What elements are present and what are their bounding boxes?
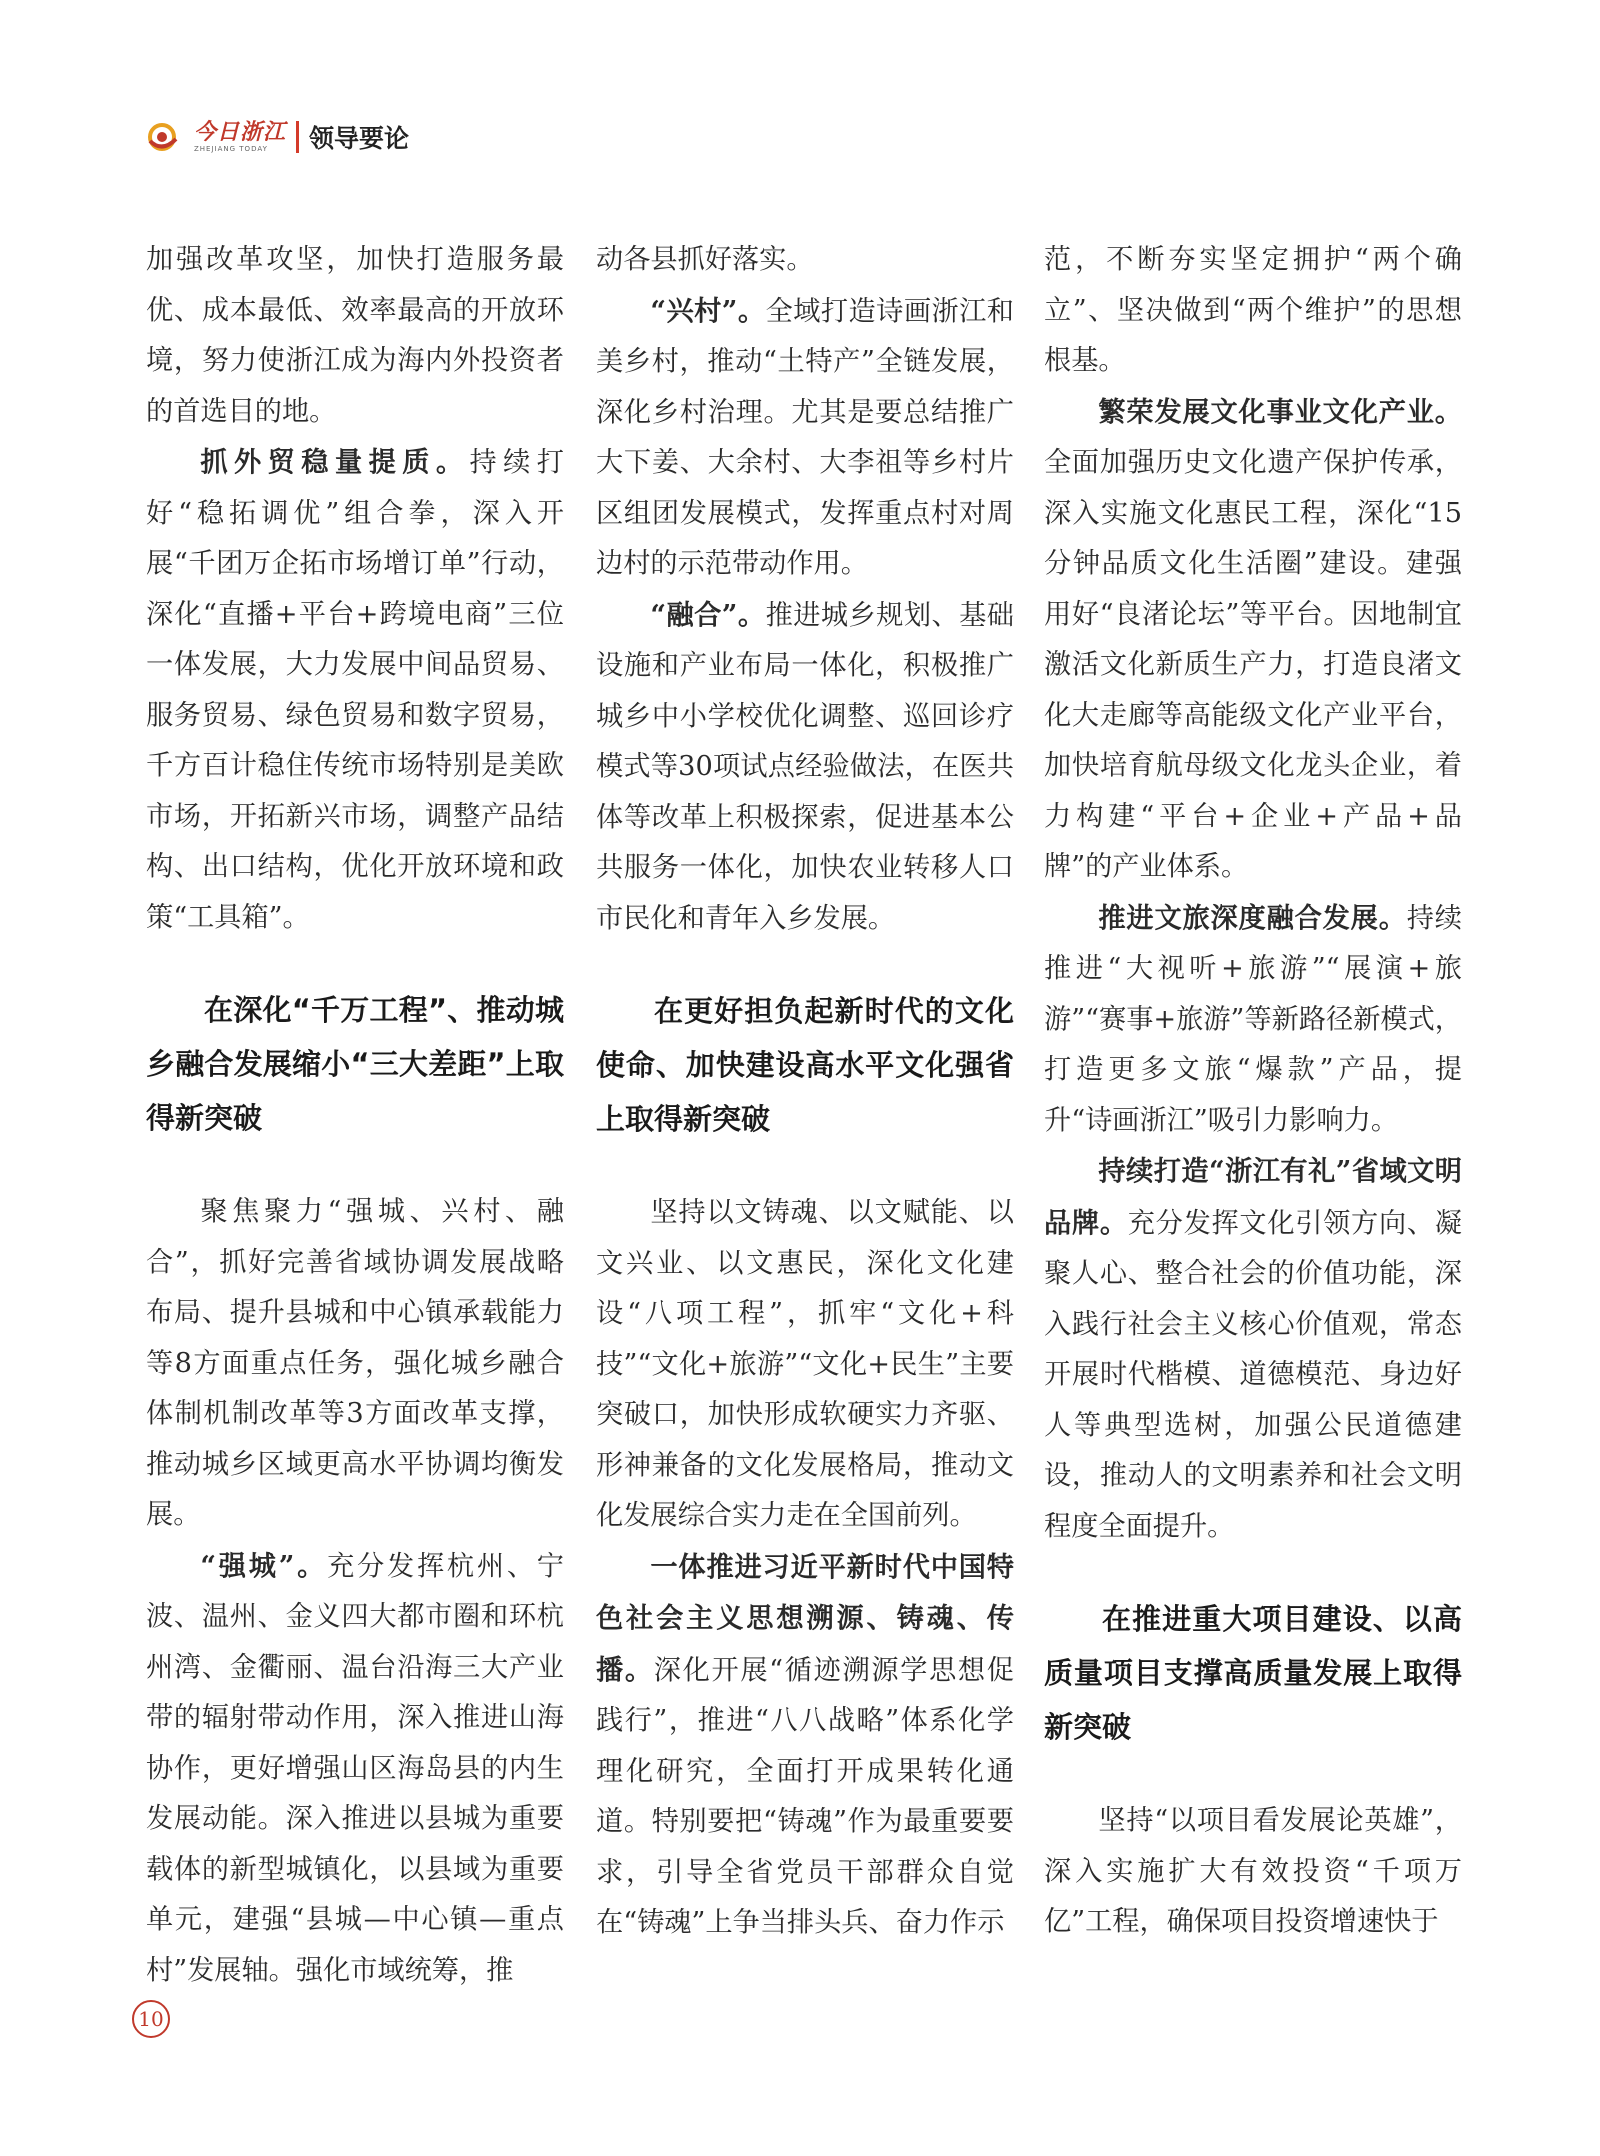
paragraph-lead: 推进文旅深度融合发展。 <box>1098 901 1407 934</box>
paragraph-body: 充分发挥杭州、宁波、温州、金义四大都市圈和环杭州湾、金衢丽、温台沿海三大产业带的辐射带动作用，深入推进山海协作，更好增强山区海岛县的内生发展动能。深入推进以县城为重要载体的新型城镇化，以县域为重要单元，建强“县城—中心镇—重点村”发展轴。强化市域统筹，推 <box>146 1550 564 1986</box>
paragraph-body: 充分发挥文化引领方向、凝聚人心、整合社会的价值功能，深入践行社会主义核心价值观，常态开展时代楷模、道德模范、身边好人等典型选树，加强公民道德建设，推动人的文明素养和社会文明程度全面提升。 <box>1044 1207 1462 1542</box>
header-divider <box>296 121 299 153</box>
paragraph-lead: “兴村”。 <box>650 294 766 327</box>
column-3 <box>1044 235 1462 1948</box>
column-1 <box>146 235 564 1996</box>
page-number: 10 <box>132 2000 170 2038</box>
paragraph: 范，不断夯实坚定拥护“两个确立”、坚决做到“两个维护”的思想根基。 <box>1044 244 1462 376</box>
paragraph-lead: 抓外贸稳量提质。 <box>200 446 470 478</box>
paragraph-lead: 一体推进习近平新时代中国特色社会主义思想溯源、铸魂、传播。 <box>596 1550 1014 1686</box>
logo-english: ZHEJIANG TODAY <box>194 144 268 153</box>
section-heading: 在深化“千万工程”、推动城乡融合发展缩小“三大差距”上取得新突破 <box>146 993 564 1135</box>
section-heading: 在推进重大项目建设、以高质量项目支撑高质量发展上取得新突破 <box>1044 1602 1462 1744</box>
paragraph <box>596 590 1014 945</box>
paragraph <box>146 1541 564 1997</box>
paragraph: 坚持“以项目看发展论英雄”，深入实施扩大有效投资“千项万亿”工程，确保项目投资增速快于 <box>1044 1805 1462 1937</box>
paragraph: 坚持以文铸魂、以文赋能、以文兴业、以文惠民，深化文化建设“八项工程”，抓牢“文化+科技”“文化+旅游”“文化+民生”主要突破口，加快形成软硬实力齐驱、形神兼备的文化发展格局，推动文化发展综合实力走在全国前列。 <box>596 1197 1014 1531</box>
section-heading: 在更好担负起新时代的文化使命、加快建设高水平文化强省上取得新突破 <box>596 994 1014 1136</box>
paragraph-body: 持续打好“稳拓调优”组合拳，深入开展“千团万企拓市场增订单”行动，深化“直播+平台+跨境电商”三位一体发展，大力发展中间品贸易、服务贸易、绿色贸易和数字贸易，千方百计稳住传统市场特别是美欧市场，开拓新兴市场，调整产品结构、出口结构，优化开放环境和政策“工具箱”。 <box>146 447 564 933</box>
paragraph-body: 全域打造诗画浙江和美乡村，推动“土特产”全链发展，深化乡村治理。尤其是要总结推广大下姜、大余村、大李祖等乡村片区组团发展模式，发挥重点村对周边村的示范带动作用。 <box>596 295 1014 579</box>
paragraph-body: 持续推进“大视听+旅游”“展演+旅游”“赛事+旅游”等新路径新模式，打造更多文旅“爆款”产品，提升“诗画浙江”吸引力影响力。 <box>1044 902 1462 1136</box>
paragraph-body: 深化开展“循迹溯源学思想促践行”，推进“八八战略”体系化学理化研究，全面打开成果转化通道。特别要把“铸魂”作为最重要要求，引导全省党员干部群众自觉在“铸魂”上争当排头兵、奋力作示 <box>596 1654 1014 1938</box>
paragraph <box>1044 893 1462 1147</box>
paragraph-body: 全面加强历史文化遗产保护传承，深入实施文化惠民工程，深化“15分钟品质文化生活圈”建设。建强用好“良渚论坛”等平台。因地制宜激活文化新质生产力，打造良渚文化大走廊等高能级文化产业平台，加快培育航母级文化龙头企业，着力构建“平台+企业+产品+品牌”的产业体系。 <box>1044 447 1462 882</box>
logo-wordmark: 今日浙江 <box>194 119 287 145</box>
paragraph <box>596 286 1014 590</box>
paragraph: 动各县抓好落实。 <box>596 244 814 275</box>
paragraph-lead: “融合”。 <box>650 598 766 631</box>
paragraph <box>1044 387 1462 893</box>
paragraph <box>1044 1146 1462 1552</box>
paragraph-lead: 持续打造“浙江有礼”省域文明品牌。 <box>1044 1155 1462 1239</box>
column-2 <box>596 235 1014 1949</box>
paragraph <box>146 437 564 943</box>
magazine-logo <box>146 119 286 155</box>
paragraph-lead: “强城”。 <box>200 1549 328 1582</box>
paragraph-lead: 繁荣发展文化事业文化产业。 <box>1098 395 1462 428</box>
paragraph: 加强改革攻坚，加快打造服务最优、成本最低、效率最高的开放环境，努力使浙江成为海内外投资者的首选目的地。 <box>146 244 564 427</box>
paragraph-body: 推进城乡规划、基础设施和产业布局一体化，积极推广城乡中小学校优化调整、巡回诊疗模式等30项试点经验做法，在医共体等改革上积极探索，促进基本公共服务一体化，加快农业转移人口市民化和青年入乡发展。 <box>596 599 1014 934</box>
logo-sun-icon <box>146 119 190 155</box>
section-label: 领导要论 <box>309 124 410 153</box>
page-header <box>146 112 409 162</box>
paragraph: 聚焦聚力“强城、兴村、融合”，抓好完善省域协调发展战略布局、提升县城和中心镇承载能力等8方面重点任务，强化城乡融合体制机制改革等3方面改革支撑，推动城乡区域更高水平协调均衡发展。 <box>146 1196 564 1530</box>
paragraph <box>596 1542 1014 1949</box>
